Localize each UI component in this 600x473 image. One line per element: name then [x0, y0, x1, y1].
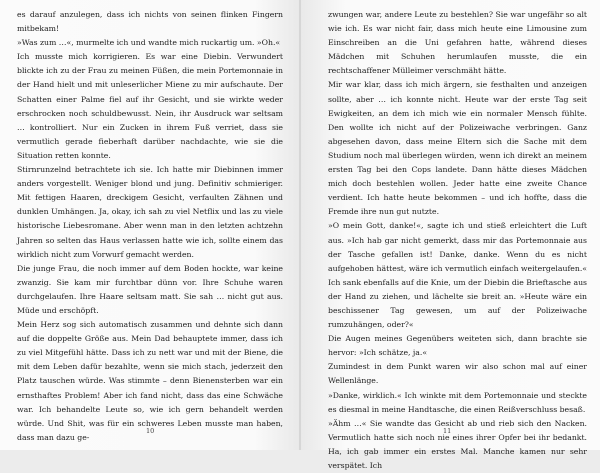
paragraph: Mir war klar, dass ich mich ärgern, sie festhalten und anzeigen sollte, aber … ich konnte nicht. Heute war der erste Tag seit Ewigkeiten, an dem ich mich wie ein normaler Mensch fühlte. Den wollte ich nicht auf der Polizeiwache verbringen. Ganz abgesehen davon, dass meine Eltern sich die Sache mit dem Studium noch mal überlegen würden, wenn ich direkt an meinem ersten Tag bei den Cops landete. Dann hätte dieses Mädchen mich doch bestehlen wollen. Jeder hatte eine zweite Chance verdient. Ich hatte heute bekommen – und ich hoffte, dass die Fremde ihre nun gut nutzte. [328, 80, 587, 217]
paragraph: Die junge Frau, die noch immer auf dem Boden hockte, war keine zwanzig. Sie kam mir furchtbar dünn vor. Ihre Schuhe waren durchgelaufen. Ihre Haare seltsam matt. Sie sah … nicht gut aus. Müde und erschöpft. [17, 263, 283, 315]
paragraph: Stirnrunzelnd betrachtete ich sie. Ich hatte mir Diebinnen immer anders vorgestellt. Weniger blond und jung. Definitiv schmieriger. Mit fettigen Haaren, dreckigem Gesicht, verfaulten Zähnen und dunklen Umhängen. Ja, okay, ich sah zu viel Netflix und las zu viele historische Liebesromane. Aber wenn man in den letzten achtzehn Jahren so selten das Haus verlassen hatte wie ich, sollte einem das wirklich nicht zum Vorwurf gemacht werden. [17, 165, 283, 259]
page-number-left: 10 [146, 427, 155, 435]
paragraph: »Was zum …«, murmelte ich und wandte mich ruckartig um. »Oh.« [17, 38, 281, 48]
paragraph: zwungen war, andere Leute zu bestehlen? Sie war ungefähr so alt wie ich. Es war nicht fair, dass mich heute eine Limousine zum Einschreiben an die Uni gefahren hatte, während dieses Mädchen mit Schuhen herumlaufen musste, die ein rechtschaffener Mülleimer verschmäht hätte. [328, 10, 587, 76]
paragraph: »Ähm …« Sie wandte das Gesicht ab und rieb sich den Nacken. Vermutlich hatte sich noch nie eines ihrer Opfer bei ihr bedankt. Ha, ich gab immer ein erstes Mal. Manche kamen nur sehr verspätet. Ich [328, 418, 587, 470]
paragraph: Zumindest in dem Punkt waren wir also schon mal auf einer Wellenlänge. [328, 362, 587, 386]
paragraph: »O mein Gott, danke!«, sagte ich und stieß erleichtert die Luft aus. »Ich hab gar nicht gemerkt, dass mir das Portemonnaie aus der Tasche gefallen ist! Danke, danke. Wenn du es nicht aufgehoben hättest, wäre ich vermutlich einfach weitergelaufen.« Ich sank ebenfalls auf die Knie, um der Diebin die Brieftasche aus der Hand zu ziehen, und lächelte sie breit an. »Heute wäre ein beschissener Tag gewesen, um auf der Polizeiwache rumzuhängen, oder?« [328, 221, 587, 330]
paragraph: »Danke, wirklich.« Ich winkte mit dem Portemonnaie und steckte es diesmal in meine Handtasche, die einen Reißverschluss besaß. [328, 390, 587, 414]
left-page-text [17, 8, 283, 445]
paragraph: Mein Herz sog sich automatisch zusammen und dehnte sich dann auf die doppelte Größe aus. Mein Dad behauptete immer, dass ich zu viel Mitgefühl hätte. Dass ich zu nett war und mit der Biene, die mit dem Leben dafür bezahlte, wenn sie mich stach, jederzeit den Platz tauschen würde. Was stimmte – denn Bienensterben war ein ernsthaftes Problem! Aber ich fand nicht, dass das eine Schwäche war. Ich behandelte Leute so, wie ich gern behandelt werden würde. Und Shit, was für ein schweres Leben musste man haben, dass man dazu ge- [17, 320, 283, 442]
right-page [301, 0, 600, 470]
page-number-right: 11 [443, 427, 452, 435]
paragraph: Die Augen meines Gegenübers weiteten sich, dann brachte sie hervor: »Ich schätze, ja.« [328, 334, 587, 358]
left-page [0, 0, 299, 450]
right-page-text [328, 8, 587, 473]
paragraph: Ich musste mich korrigieren. Es war eine Diebin. Verwundert blickte ich zu der Frau zu meinen Füßen, die mein Portemonnaie in der Hand hielt und mit unleserlicher Miene zu mir aufschaute. Der Schatten einer Palme fiel auf ihr Gesicht, und sie wirkte weder erschrocken noch schuldbewusst. Nein, ihr Ausdruck war seltsam … kontrolliert. Nur ein Zucken in ihrem Fuß verriet, dass sie vermutlich gerade fieberhaft darüber nachdachte, wie sie die Situation retten konnte. [17, 52, 283, 160]
paragraph: es darauf anzulegen, dass ich nichts von seinen flinken Fingern mitbekam! [17, 10, 283, 34]
